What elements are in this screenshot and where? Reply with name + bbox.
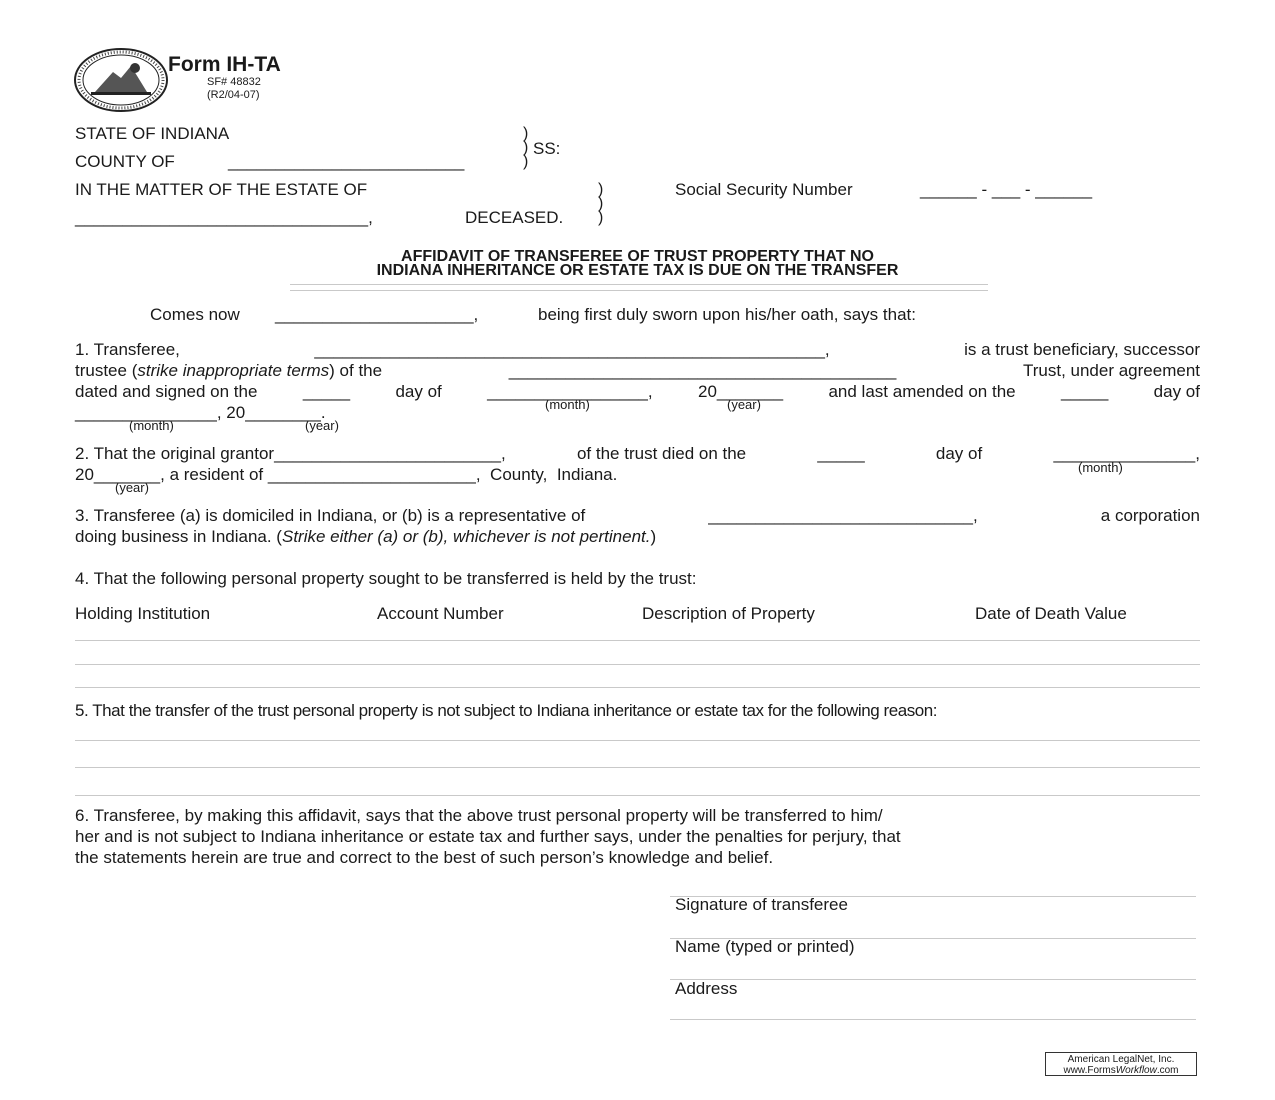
year-blank[interactable]: _______ [716,382,784,401]
corporation-blank[interactable]: ____________________________, [708,506,978,525]
text: of the trust died on the [576,444,747,463]
ssn-label: Social Security Number [675,180,853,199]
brace: ) ) ) [523,125,529,170]
deceased-label: DECEASED. [465,208,564,227]
p6-text [75,806,1200,869]
intro-prefix: Comes now [150,305,240,324]
year-note: (year) [305,418,339,433]
form-title: Form IH-TA [168,53,281,76]
county-blank[interactable]: ______________________, [267,465,481,484]
text: Trust, under agreement [1022,361,1200,380]
p1-line1 [75,340,1200,360]
text: 6. Transferee, by making this affidavit, says that the above trust personal property will be transferred to him/ [75,806,883,825]
publisher-name: American LegalNet, Inc. [1067,1054,1175,1065]
ss-label: SS: [533,139,561,158]
p1-line4: _______________, 20________. [75,403,326,422]
property-row-line[interactable] [75,640,1200,641]
month-note: (month) [129,418,174,433]
sf-number: SF# 48832 [207,76,261,88]
p2-line1 [75,444,1200,464]
text: 3. Transferee (a) is domiciled in Indiana, or (b) is a representative of [75,506,586,525]
ssn-blank[interactable]: ______ - ___ - ______ [920,180,1093,199]
year-note: (year) [727,397,761,412]
month-blank[interactable]: _______________, [75,403,222,422]
col-holding-institution: Holding Institution [75,604,211,623]
text: 2. That the original grantor________________________, [75,444,506,463]
p5-text: 5. That the transfer of the trust personal property is not subject to Indiana inheritance or estate tax for the following reason: [75,701,938,720]
property-row-line[interactable] [75,687,1200,688]
year-note: (year) [115,480,149,495]
title-line: AFFIDAVIT OF TRANSFEREE OF TRUST PROPERTY THAT NO [401,248,874,265]
grantor-blank[interactable]: ________________________, [274,444,506,463]
trust-name-blank[interactable]: _________________________________________ [508,361,897,380]
p2-line2: 20_______, a resident of ______________________, County, Indiana. [75,465,618,484]
text: and last amended on the [828,382,1016,401]
text: her and is not subject to Indiana inheritance or estate tax and further says, under the penalties for perjury, that [75,827,901,846]
year-blank[interactable]: ________. [245,403,326,422]
publisher-url: www.FormsWorkflow.com [1063,1065,1179,1076]
revision: (R2/04-07) [207,89,260,101]
property-row-line[interactable] [75,664,1200,665]
p1-line2 [75,361,1200,381]
col-description: Description of Property [642,604,815,623]
col-date-of-death-value: Date of Death Value [975,604,1127,623]
text: the statements herein are true and correct to the best of such person’s knowledge and belief. [75,848,774,867]
text: day of [935,444,983,463]
text: a corporation [1100,506,1200,525]
month-note: (month) [545,397,590,412]
day-blank[interactable]: _____ [1061,382,1109,401]
address-line[interactable] [670,1019,1196,1020]
county-label: COUNTY OF [75,152,175,171]
p4-text: 4. That the following personal property sought to be transferred is held by the trust: [75,569,697,588]
divider [290,290,988,291]
reason-line[interactable] [75,767,1200,768]
day-blank[interactable]: _____ [302,382,351,401]
p1-line3 [75,382,1200,402]
state-label: STATE OF INDIANA [75,124,230,143]
affiant-blank[interactable]: _____________________, [275,305,479,324]
state-seal-icon [73,48,169,112]
publisher-badge [1045,1052,1197,1076]
day-blank[interactable]: _____ [817,444,865,463]
transferee-blank[interactable]: ______________________________________________________, [314,340,830,359]
year-blank[interactable]: _______, [93,465,165,484]
county-blank[interactable]: _________________________ [228,152,465,171]
text: is a trust beneficiary, successor [964,340,1200,359]
p3-line2: doing business in Indiana. (Strike either (a) or (b), whichever is not pertinent.) [75,527,657,546]
text: 20_______ [697,382,784,401]
month-blank[interactable]: _________________, [487,382,653,401]
reason-line[interactable] [75,740,1200,741]
signature-label: Signature of transferee [675,895,848,914]
text: day of [395,382,442,401]
intro-suffix: being first duly sworn upon his/her oath, says that: [538,305,916,324]
text: dated and signed on the [75,382,258,401]
name-label: Name (typed or printed) [675,937,855,956]
month-blank[interactable]: _______________, [1053,444,1200,463]
affidavit-title [75,250,1200,278]
address-label: Address [675,979,738,998]
divider [290,284,988,285]
decedent-blank[interactable]: _______________________________, [75,208,373,227]
brace: ) ) ) [598,181,604,226]
address-line[interactable] [670,979,1196,980]
col-account-number: Account Number [377,604,504,623]
text: trustee (strike inappropriate terms) of the [75,361,383,380]
title-line: INDIANA INHERITANCE OR ESTATE TAX IS DUE ON THE TRANSFER [376,262,899,279]
matter-label: IN THE MATTER OF THE ESTATE OF [75,180,368,199]
text: day of [1153,382,1200,401]
month-note: (month) [1078,460,1123,475]
reason-line[interactable] [75,795,1200,796]
text: 1. Transferee, [75,340,180,359]
p3-line1 [75,506,1200,526]
